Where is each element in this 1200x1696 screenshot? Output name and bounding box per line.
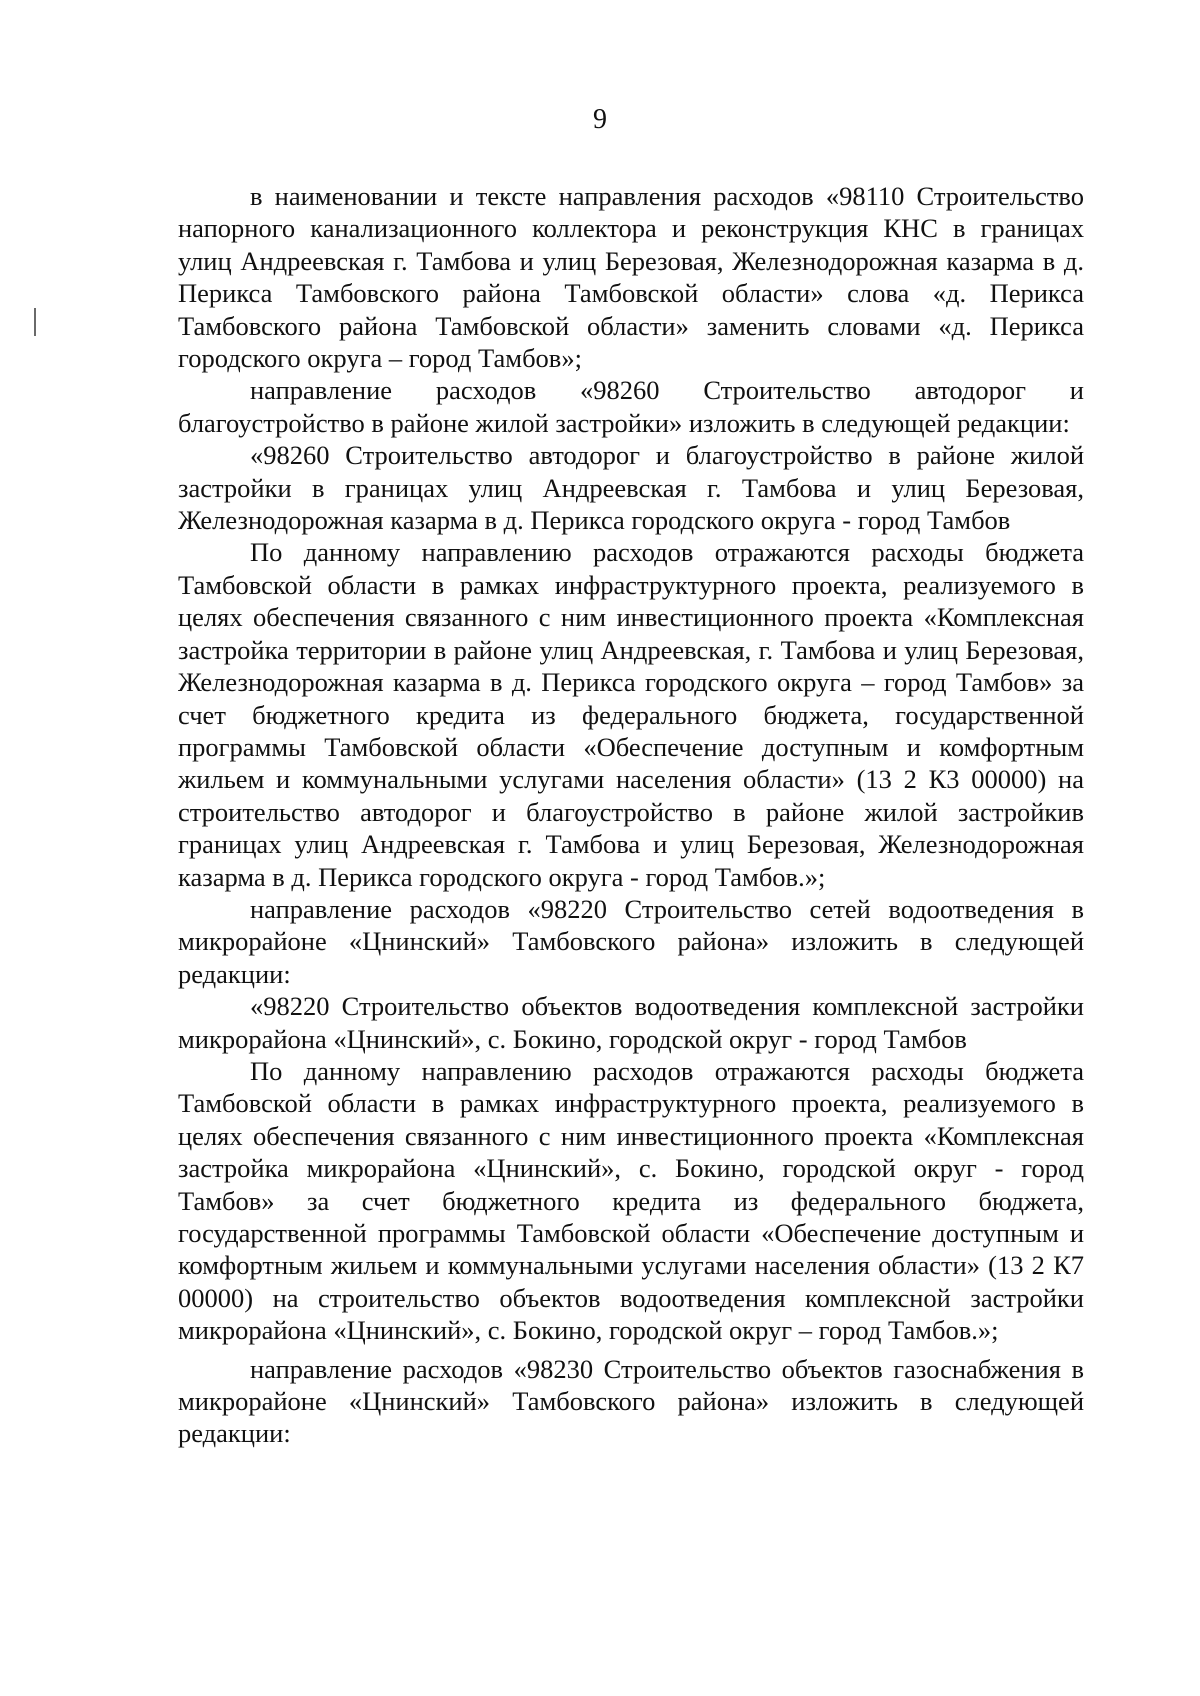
- paragraph-98220-description: По данному направлению расходов отражаются расходы бюджета Тамбовской области в рамках инфраструктурного проекта, реализуемого в целях обеспечения связанного с ним инвестиционного проекта «Комплексная застройка микрорайона «Цнинский», с. Бокино, городской округ - город Тамбов» за счет бюджетного кредита из федерального бюджета, государственной программы Тамбовской области «Обеспечение доступным и комфортным жильем и коммунальными услугами населения области» (13 2 К7 00000) на строительство объектов водоотведения комплексной застройки микрорайона «Цнинский», с. Бокино, городской округ – город Тамбов.»;: [178, 1055, 1084, 1346]
- paragraph-98260-title: «98260 Строительство автодорог и благоустройство в районе жилой застройки в границах улиц Андреевская г. Тамбова и улиц Березовая, Железнодорожная казарма в д. Перикса городского округа - город Тамбов: [178, 440, 1084, 536]
- paragraph-98260-intro: направление расходов «98260 Строительство автодорог и благоустройство в районе жилой застройки» изложить в следующей редакции:: [178, 375, 1084, 438]
- paragraph-98220-title: «98220 Строительство объектов водоотведения комплексной застройки микрорайона «Цнинский», с. Бокино, городской округ - город Тамбов: [178, 991, 1084, 1054]
- document-body: [178, 180, 1084, 1450]
- paragraph-98230-intro: направление расходов «98230 Строительство объектов газоснабжения в микрорайоне «Цнинский» Тамбовского района» изложить в следующей редакции:: [178, 1353, 1084, 1449]
- page-number: 9: [593, 104, 607, 135]
- paragraph-98260-description: По данному направлению расходов отражаются расходы бюджета Тамбовской области в рамках инфраструктурного проекта, реализуемого в целях обеспечения связанного с ним инвестиционного проекта «Комплексная застройка территории в районе улиц Андреевская, г. Тамбова и улиц Березовая, Железнодорожная казарма в д. Перикса городского округа – город Тамбов» за счет бюджетного кредита из федерального бюджета, государственной программы Тамбовской области «Обеспечение доступным и комфортным жильем и коммунальными услугами населения области» (13 2 К3 00000) на строительство автодорог и благоустройство в районе жилой застройкив границах улиц Андреевская г. Тамбова и улиц Березовая, Железнодорожная казарма в д. Перикса городского округа - город Тамбов.»;: [178, 537, 1084, 892]
- paragraph-98220-intro: направление расходов «98220 Строительство сетей водоотведения в микрорайоне «Цнинский» Тамбовского района» изложить в следующей редакции:: [178, 893, 1084, 989]
- scan-margin-mark: [34, 308, 36, 336]
- paragraph-98110-rename: в наименовании и тексте направления расходов «98110 Строительство напорного канализационного коллектора и реконструкция КНС в границах улиц Андреевская г. Тамбова и улиц Березовая, Железнодорожная казарма в д. Перикса Тамбовского района Тамбовской области» слова «д. Перикса Тамбовского района Тамбовской области» заменить словами «д. Перикса городского округа – город Тамбов»;: [178, 181, 1084, 374]
